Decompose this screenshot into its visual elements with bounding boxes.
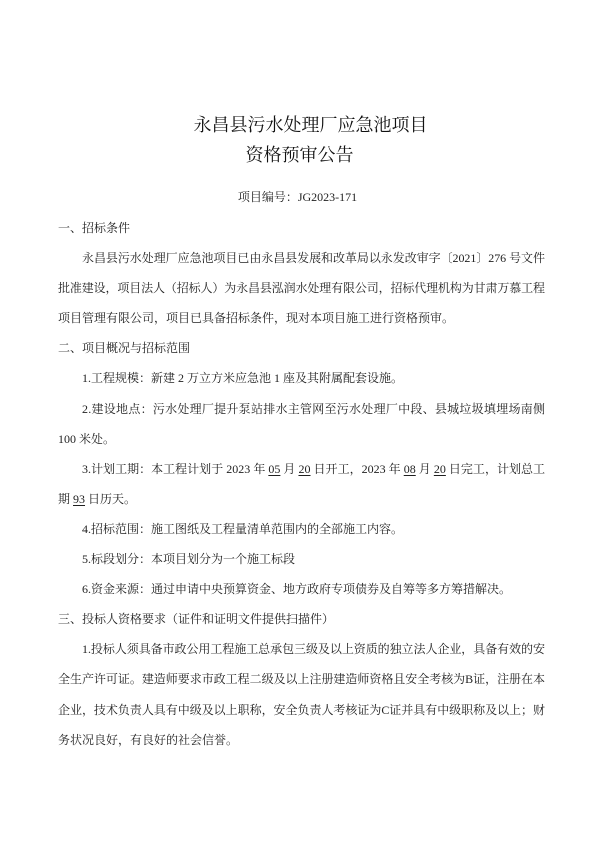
list-item <box>58 574 545 604</box>
section-heading <box>58 333 545 363</box>
section-project-overview <box>58 333 545 604</box>
line-text: 6.资金来源：通过申请中央预算资金、地方政府专项债券及自筹等多方筹措解决。 <box>82 582 512 597</box>
section-bidder-qualifications <box>58 604 545 754</box>
text-segment: 日完工，计划总工 <box>445 461 546 476</box>
list-item-continuation <box>58 484 545 514</box>
list-item-continuation <box>58 424 545 454</box>
text-segment: 月 <box>280 461 299 476</box>
line-text: 批准建设，项目法人（招标人）为永昌县泓润水处理有限公司，招标代理机构为甘肃万慕工程 <box>58 281 545 296</box>
text-segment: 日历天。 <box>85 491 137 506</box>
start-month-value: 05 <box>268 461 281 476</box>
line-text: 1.投标人须具备市政公用工程施工总承包三级及以上资质的独立法人企业，具备有效的安 <box>82 642 545 657</box>
text-segment: 月 <box>415 461 434 476</box>
end-month-value: 08 <box>403 461 416 476</box>
duration-days-value: 93 <box>73 491 86 506</box>
paragraph-line <box>58 303 545 333</box>
list-item <box>58 634 545 664</box>
text-segment: 期 <box>58 491 74 506</box>
start-day-value: 20 <box>298 461 311 476</box>
list-item-continuation <box>58 664 545 694</box>
line-text <box>58 492 136 506</box>
section-heading-text: 二、项目概况与招标范围 <box>58 341 191 356</box>
line-text: 1.工程规模：新建 2 万立方米应急池 1 座及其附属配套设施。 <box>82 371 404 386</box>
line-text: 全生产许可证。建造师要求市政工程二级及以上注册建造师资格且安全考核为B证，注册在本 <box>58 672 545 687</box>
document-body <box>58 213 545 755</box>
line-text: 4.招标范围：施工图纸及工程量清单范围内的全部施工内容。 <box>82 521 404 536</box>
paragraph-line <box>58 243 545 273</box>
text-segment: 日开工，2023 年 <box>310 461 404 476</box>
list-item-continuation <box>58 695 545 725</box>
section-heading <box>58 213 545 243</box>
section-heading-text: 一、招标条件 <box>58 221 131 235</box>
section-heading-text: 三、投标人资格要求（证件和证明文件提供扫描件） <box>58 612 335 627</box>
line-text: 5.标段划分：本项目划分为一个施工标段 <box>82 552 296 567</box>
text-segment: 3.计划工期：本工程计划于 2023 年 <box>82 461 269 476</box>
title-line-1: 永昌县污水处理厂应急池项目 <box>193 115 428 135</box>
list-item-continuation <box>58 725 545 755</box>
line-text: 务状况良好，有良好的社会信誉。 <box>58 732 239 747</box>
line-text <box>82 462 545 476</box>
end-day-value: 20 <box>433 461 446 476</box>
paragraph-line <box>58 273 545 303</box>
document-title <box>0 110 595 170</box>
section-heading <box>58 604 545 634</box>
line-text: 100 米处。 <box>58 431 116 446</box>
list-item <box>58 514 545 544</box>
list-item <box>58 544 545 574</box>
project-number: 项目编号：JG2023-171 <box>237 190 358 204</box>
line-text: 企业，技术负责人具有中级及以上职称，安全负责人考核证为C证并具有中级职称及以上；财 <box>58 702 545 717</box>
list-item <box>58 394 545 424</box>
line-text: 永昌县污水处理厂应急池项目已由永昌县发展和改革局以永发改审字〔2021〕276 号文件 <box>82 251 545 266</box>
section-bidding-conditions <box>58 213 545 333</box>
list-item <box>58 363 545 393</box>
list-item <box>58 454 545 484</box>
line-text: 项目管理有限公司，项目已具备招标条件，现对本项目施工进行资格预审。 <box>58 311 455 326</box>
title-line-2: 资格预审公告 <box>245 145 354 165</box>
line-text: 2.建设地点：污水处理厂提升泵站排水主管网至污水处理厂中段、县城垃圾填埋场南侧 <box>82 401 546 416</box>
